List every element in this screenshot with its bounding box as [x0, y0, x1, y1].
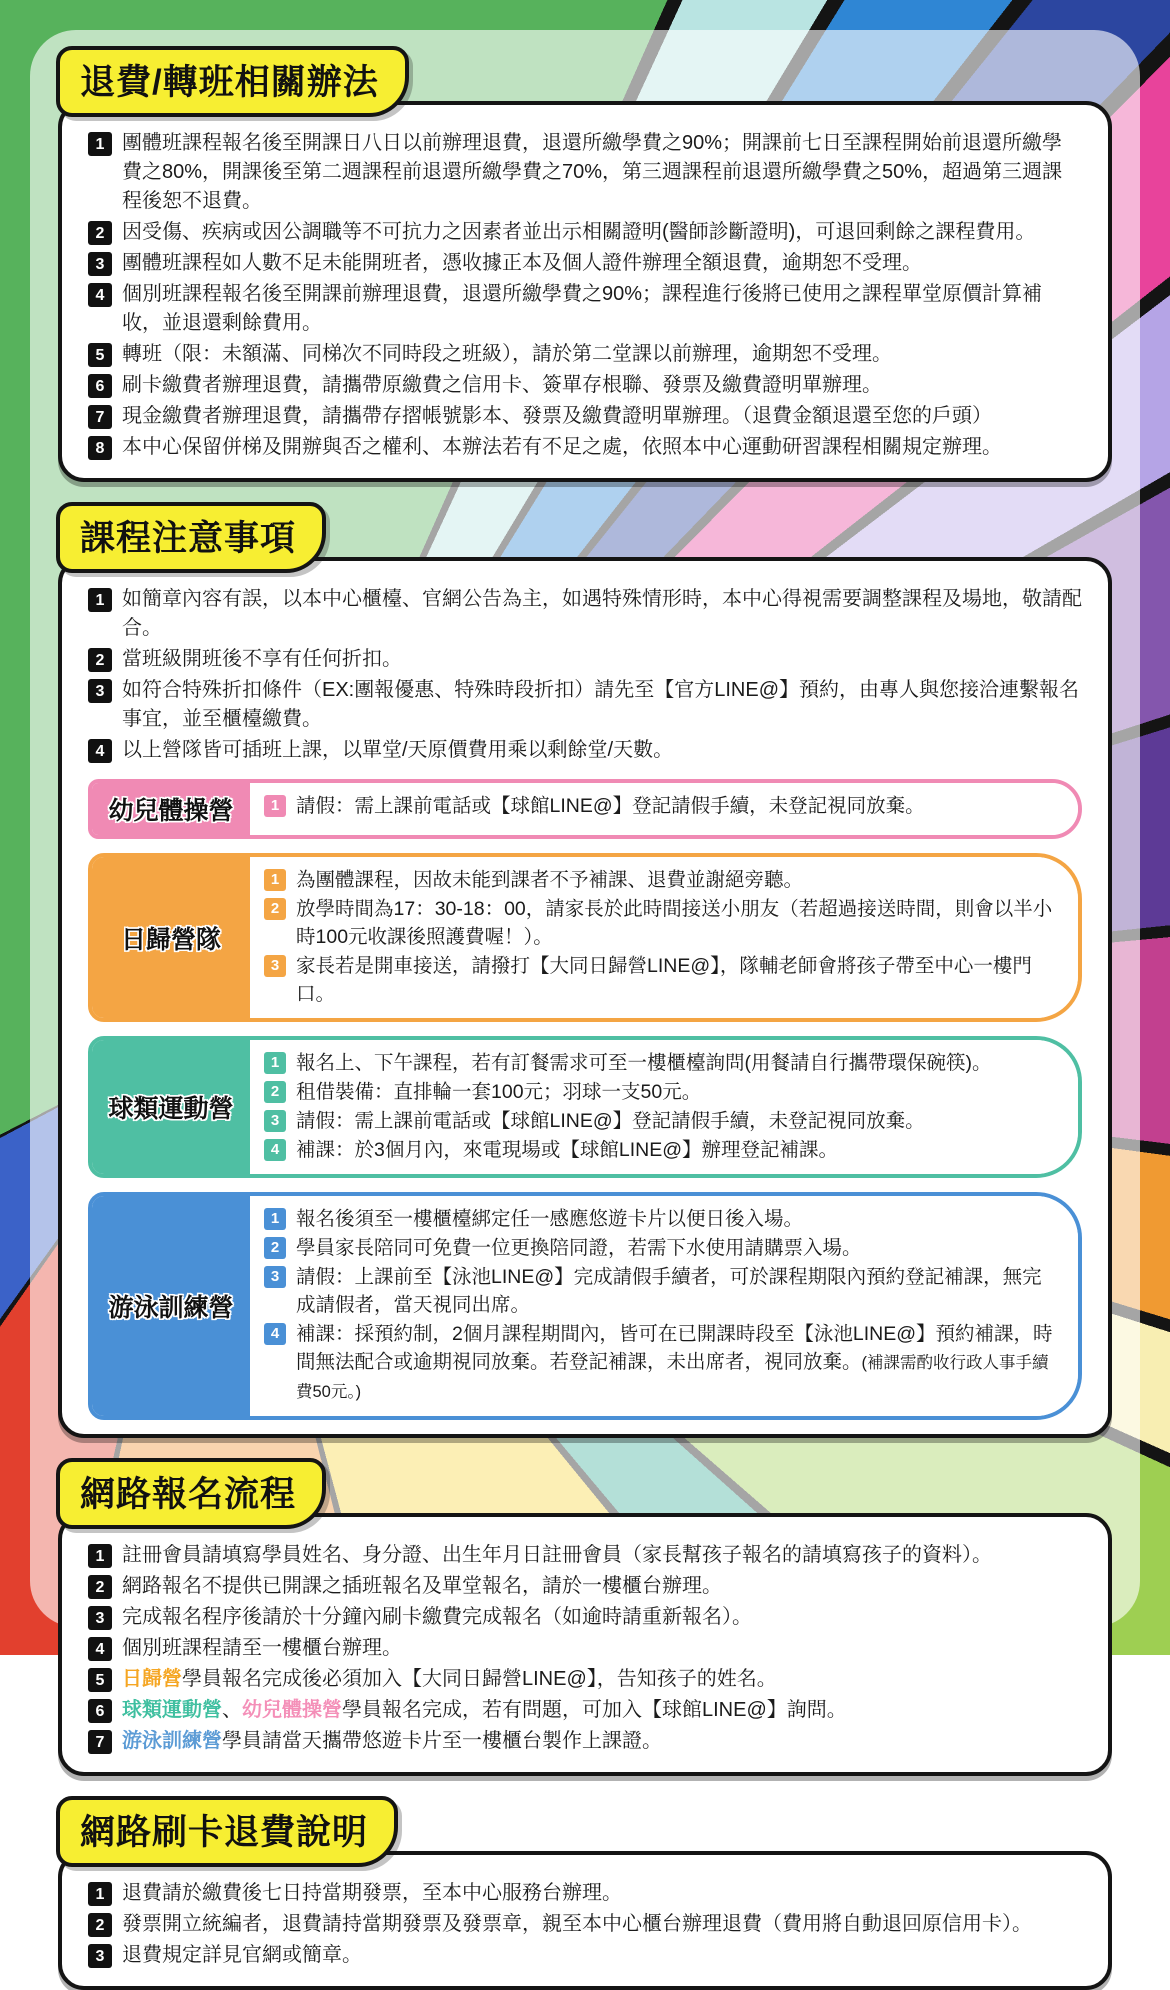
camp-label: 日歸營隊 — [92, 857, 250, 1018]
item-text-segment: 學員請當天攜帶悠遊卡片至一樓櫃台製作上課證。 — [222, 1730, 662, 1752]
item-number-badge: 8 — [88, 436, 112, 460]
camp-label: 球類運動營 — [92, 1040, 250, 1174]
item-number-badge: 1 — [264, 1208, 286, 1230]
camp-card — [88, 1036, 1082, 1178]
list-item — [88, 1541, 1082, 1570]
item-number-badge: 2 — [264, 898, 286, 920]
item-number-badge: 2 — [88, 221, 112, 245]
item-text: 租借裝備：直排輪一套100元；羽球一支50元。 — [296, 1081, 702, 1103]
item-text: 刷卡繳費者辦理退費，請攜帶原繳費之信用卡、簽單存根聯、發票及繳費證明單辦理。 — [122, 374, 882, 396]
content-overlay — [30, 30, 1140, 1966]
item-text: 學員家長陪同可免費一位更換陪同證，若需下水使用請購票入場。 — [296, 1237, 862, 1259]
item-text — [122, 1727, 1082, 1756]
list-item — [88, 1910, 1082, 1939]
item-text: 發票開立統編者，退費請持當期發票及發票章，親至本中心櫃台辦理退費（費用將自動退回原信用卡）。 — [122, 1913, 1032, 1935]
item-text: 為團體課程，因故未能到課者不予補課、退費並謝絕旁聽。 — [296, 869, 804, 891]
camp-name-inline: 日歸營 — [122, 1668, 182, 1690]
list-item — [88, 1727, 1082, 1756]
item-number-badge: 1 — [264, 869, 286, 891]
camp-name-inline: 幼兒體操營 — [242, 1699, 342, 1721]
item-list — [88, 129, 1082, 462]
camp-card-list — [88, 779, 1082, 1420]
item-number-badge: 3 — [264, 1110, 286, 1132]
item-list — [88, 1879, 1082, 1970]
item-text: 補課：於3個月內，來電現場或【球館LINE@】辦理登記補課。 — [296, 1139, 838, 1161]
item-number-badge: 4 — [88, 283, 112, 307]
section-online-registration — [58, 1458, 1112, 1776]
camp-item-list — [250, 1196, 1078, 1416]
list-item — [88, 402, 1082, 431]
item-text — [122, 1665, 1082, 1694]
list-item — [264, 1263, 1060, 1319]
item-text-segment: 補課：採預約制，2個月課程期間內，皆可在已開課時段至【泳池LINE@】預約補課，時間無法配合或逾期視同放棄。若登記補課，未出席者，視同放棄。 — [296, 1323, 1053, 1373]
list-item — [88, 280, 1082, 338]
item-text: 本中心保留併梯及開辦與否之權利、本辦法若有不足之處，依照本中心運動研習課程相關規定辦理。 — [122, 436, 1002, 458]
list-item — [88, 218, 1082, 247]
section-title-text: 網路報名流程 — [80, 1475, 297, 1514]
list-item — [264, 895, 1060, 951]
item-text: 現金繳費者辦理退費，請攜帶存摺帳號影本、發票及繳費證明單辦理。（退費金額退還至您的戶頭） — [122, 405, 992, 427]
section-course-notes — [58, 502, 1112, 1438]
item-list — [88, 1541, 1082, 1756]
item-text: 轉班（限：未額滿、同梯次不同時段之班級），請於第二堂課以前辦理，逾期恕不受理。 — [122, 343, 892, 365]
camp-label: 幼兒體操營 — [92, 783, 250, 835]
list-item — [88, 736, 1082, 765]
list-item — [264, 792, 1060, 820]
section-title-pill — [56, 1458, 326, 1529]
list-item — [88, 371, 1082, 400]
list-item — [264, 1049, 1060, 1077]
item-list — [88, 585, 1082, 765]
item-number-badge: 1 — [88, 588, 112, 612]
item-text: 個別班課程報名後至開課前辦理退費，退還所繳學費之90%；課程進行後將已使用之課程單堂原價計算補收，並退還剩餘費用。 — [122, 283, 1043, 334]
item-number-badge: 1 — [264, 1052, 286, 1074]
item-number-badge: 4 — [264, 1139, 286, 1161]
list-item — [88, 1634, 1082, 1663]
item-number-badge: 4 — [88, 739, 112, 763]
item-text: 退費請於繳費後七日持當期發票，至本中心服務台辦理。 — [122, 1882, 622, 1904]
item-number-badge: 3 — [264, 955, 286, 977]
list-item — [88, 585, 1082, 643]
item-text-segment: (補課需酌收行政人事手續費50元。) — [296, 1354, 1049, 1401]
section-title-text: 網路刷卡退費說明 — [80, 1813, 369, 1852]
list-item — [88, 433, 1082, 462]
item-number-badge: 1 — [264, 795, 286, 817]
item-text: 註冊會員請填寫學員姓名、身分證、出生年月日註冊會員（家長幫孩子報名的請填寫孩子的資料）。 — [122, 1544, 992, 1566]
item-text-segment: 學員報名完成後必須加入【大同日歸營LINE@】，告知孩子的姓名。 — [182, 1668, 777, 1690]
item-number-badge: 1 — [88, 1882, 112, 1906]
item-text: 個別班課程請至一樓櫃台辦理。 — [122, 1637, 402, 1659]
item-text — [122, 1696, 1082, 1725]
item-number-badge: 7 — [88, 1730, 112, 1754]
list-item — [88, 249, 1082, 278]
item-text: 團體班課程報名後至開課日八日以前辦理退費，退還所繳學費之90%；開課前七日至課程開始前退還所繳學費之80%，開課後至第二週課程前退還所繳學費之70%，第三週課程前退還所繳學費之50%，超過第三週課程後恕不退費。 — [122, 132, 1063, 212]
item-number-badge: 2 — [264, 1237, 286, 1259]
camp-card — [88, 779, 1082, 839]
item-text: 團體班課程如人數不足未能開班者，憑收據正本及個人證件辦理全額退費，逾期恕不受理。 — [122, 252, 922, 274]
camp-card — [88, 853, 1082, 1022]
item-text: 網路報名不提供已開課之插班報名及單堂報名，請於一樓櫃台辦理。 — [122, 1575, 722, 1597]
item-number-badge: 1 — [88, 1544, 112, 1568]
item-text: 請假：需上課前電話或【球館LINE@】登記請假手續，未登記視同放棄。 — [296, 795, 925, 817]
list-item — [88, 1941, 1082, 1970]
item-text: 報名上、下午課程，若有訂餐需求可至一樓櫃檯詢問(用餐請自行攜帶環保碗筷)。 — [296, 1052, 992, 1074]
list-item — [88, 645, 1082, 674]
item-number-badge: 5 — [88, 343, 112, 367]
section-title-text: 課程注意事項 — [80, 519, 297, 558]
section-refund-transfer — [58, 46, 1112, 482]
item-number-badge: 1 — [88, 132, 112, 156]
item-number-badge: 3 — [88, 1944, 112, 1968]
camp-name-inline: 游泳訓練營 — [122, 1730, 222, 1752]
item-text: 以上營隊皆可插班上課，以單堂/天原價費用乘以剩餘堂/天數。 — [122, 739, 674, 761]
item-text: 家長若是開車接送，請撥打【大同日歸營LINE@】，隊輔老師會將孩子帶至中心一樓門口。 — [296, 955, 1032, 1005]
item-text: 因受傷、疾病或因公調職等不可抗力之因素者並出示相關證明(醫師診斷證明)，可退回剩餘之課程費用。 — [122, 221, 1036, 243]
list-item — [264, 1320, 1060, 1406]
list-item — [88, 1879, 1082, 1908]
item-number-badge: 2 — [88, 1913, 112, 1937]
list-item — [88, 340, 1082, 369]
item-number-badge: 3 — [88, 252, 112, 276]
section-panel — [58, 557, 1112, 1438]
list-item — [264, 1078, 1060, 1106]
section-title-pill — [56, 46, 409, 117]
item-text: 如簡章內容有誤，以本中心櫃檯、官網公告為主，如遇特殊情形時，本中心得視需要調整課程及場地，敬請配合。 — [122, 588, 1082, 639]
item-text: 完成報名程序後請於十分鐘內刷卡繳費完成報名（如逾時請重新報名）。 — [122, 1606, 752, 1628]
item-number-badge: 4 — [264, 1323, 286, 1345]
item-text: 請假：需上課前電話或【球館LINE@】登記請假手續，未登記視同放棄。 — [296, 1110, 925, 1132]
camp-item-list — [250, 1040, 1078, 1174]
item-text: 請假：上課前至【泳池LINE@】完成請假手續者，可於課程期限內預約登記補課，無完成請假者，當天視同出席。 — [296, 1266, 1042, 1316]
item-text: 放學時間為17：30-18：00，請家長於此時間接送小朋友（若超過接送時間，則會以半小時100元收課後照護費喔！）。 — [296, 898, 1053, 948]
section-title-pill — [56, 502, 326, 573]
list-item — [88, 1665, 1082, 1694]
list-item — [264, 952, 1060, 1008]
item-number-badge: 2 — [88, 1575, 112, 1599]
item-number-badge: 2 — [264, 1081, 286, 1103]
item-number-badge: 2 — [88, 648, 112, 672]
item-text: 如符合特殊折扣條件（EX:團報優惠、特殊時段折扣）請先至【官方LINE@】預約，由專人與您接洽連繫報名事宜，並至櫃檯繳費。 — [122, 679, 1080, 730]
item-number-badge: 3 — [264, 1266, 286, 1288]
item-text: 退費規定詳見官網或簡章。 — [122, 1944, 362, 1966]
list-item — [264, 866, 1060, 894]
list-item — [264, 1107, 1060, 1135]
item-text-segment: 、 — [222, 1699, 242, 1721]
item-number-badge: 5 — [88, 1668, 112, 1692]
list-item — [88, 1696, 1082, 1725]
list-item — [88, 676, 1082, 734]
section-panel — [58, 1513, 1112, 1776]
camp-card — [88, 1192, 1082, 1420]
item-number-badge: 6 — [88, 1699, 112, 1723]
item-text: 當班級開班後不享有任何折扣。 — [122, 648, 402, 670]
item-number-badge: 7 — [88, 405, 112, 429]
list-item — [88, 129, 1082, 216]
camp-item-list — [250, 857, 1078, 1018]
list-item — [264, 1234, 1060, 1262]
section-panel — [58, 101, 1112, 482]
item-number-badge: 6 — [88, 374, 112, 398]
section-online-card-refund — [58, 1796, 1112, 1990]
camp-name-inline: 球類運動營 — [122, 1699, 222, 1721]
section-panel — [58, 1851, 1112, 1990]
camp-item-list — [250, 783, 1078, 835]
section-title-pill — [56, 1796, 398, 1867]
list-item — [264, 1136, 1060, 1164]
item-number-badge: 3 — [88, 679, 112, 703]
item-number-badge: 4 — [88, 1637, 112, 1661]
list-item — [88, 1572, 1082, 1601]
list-item — [264, 1205, 1060, 1233]
item-text — [296, 1320, 1060, 1406]
item-text: 報名後須至一樓櫃檯綁定任一感應悠遊卡片以便日後入場。 — [296, 1208, 804, 1230]
list-item — [88, 1603, 1082, 1632]
camp-label: 游泳訓練營 — [92, 1196, 250, 1416]
section-title-text: 退費/轉班相關辦法 — [80, 63, 379, 102]
item-number-badge: 3 — [88, 1606, 112, 1630]
item-text-segment: 學員報名完成，若有問題，可加入【球館LINE@】詢問。 — [342, 1699, 847, 1721]
